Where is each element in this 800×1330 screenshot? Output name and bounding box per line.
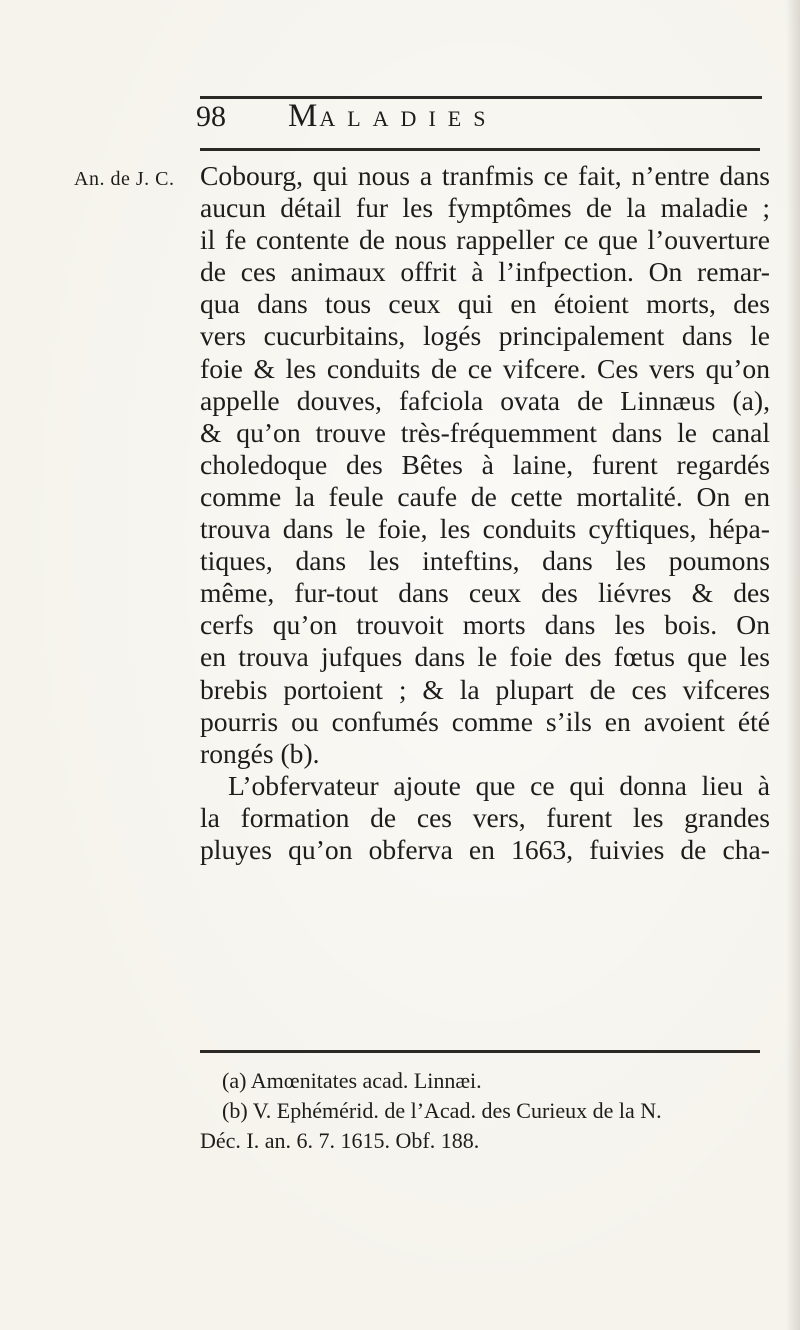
text-line: trouva dans le foie, les conduits cyftiques, hépa-	[200, 513, 770, 545]
text-line: tiques, dans les inteftins, dans les poumons	[200, 545, 770, 577]
text-line: même, fur-tout dans ceux des liévres & des	[200, 577, 770, 609]
running-title-rest: ALADIES	[319, 106, 498, 131]
body-text	[200, 160, 770, 866]
text-line: choledoque des Bêtes à laine, furent regardés	[200, 448, 770, 480]
margin-note: An. de J. C.	[74, 168, 175, 190]
footnotes	[200, 1066, 782, 1156]
text-line: comme la feule caufe de cette mortalité. On en	[200, 480, 770, 512]
text-line: vers cucurbitains, logés principalement dans le	[200, 320, 770, 352]
text-line: appelle douves, fafciola ovata de Linnæus (a),	[200, 384, 770, 416]
head-rule	[200, 148, 760, 151]
text-line: de ces animaux offrit à l’infpection. On remar-	[200, 256, 770, 288]
text-line: & qu’on trouve très-fréquemment dans le canal	[200, 416, 770, 448]
page-number: 98	[196, 100, 226, 133]
page-edge-shadow	[786, 0, 800, 1330]
text-line: pourris ou confumés comme s’ils en avoient été	[200, 705, 770, 737]
text-line: L’obfervateur ajoute que ce qui donna lieu à	[228, 769, 770, 801]
text-line: foie & les conduits de ce vifcere. Ces vers qu’on	[200, 352, 770, 384]
text-line: aucun détail fur les fymptômes de la maladie ;	[200, 192, 770, 224]
text-line: pluyes qu’on obferva en 1663, fuivies de cha-	[200, 833, 770, 865]
text-line: il fe contente de nous rappeller ce que l’ouverture	[200, 224, 770, 256]
footnote-b-continued: Déc. I. an. 6. 7. 1615. Obf. 188.	[200, 1128, 480, 1153]
footnote-rule	[200, 1050, 760, 1053]
text-line: Cobourg, qui nous a tranfmis ce fait, n’entre dans	[200, 160, 770, 191]
text-line: en trouva jufques dans le foie des fœtus que les	[200, 641, 770, 673]
footnote-a: (a) Amœnitates acad. Linnæi.	[222, 1068, 482, 1093]
text-line: rongés (b).	[200, 737, 320, 769]
running-title-initial: M	[288, 98, 320, 134]
footnote-b: (b) V. Ephémérid. de l’Acad. des Curieux de la N.	[222, 1098, 662, 1123]
running-head	[196, 100, 776, 144]
running-title	[288, 98, 497, 135]
text-line: la formation de ces vers, furent les grandes	[200, 801, 770, 833]
text-line: qua dans tous ceux qui en étoient morts, des	[200, 288, 770, 320]
text-line: brebis portoient ; & la plupart de ces vifceres	[200, 673, 770, 705]
text-line: cerfs qu’on trouvoit morts dans les bois. On	[200, 609, 770, 641]
